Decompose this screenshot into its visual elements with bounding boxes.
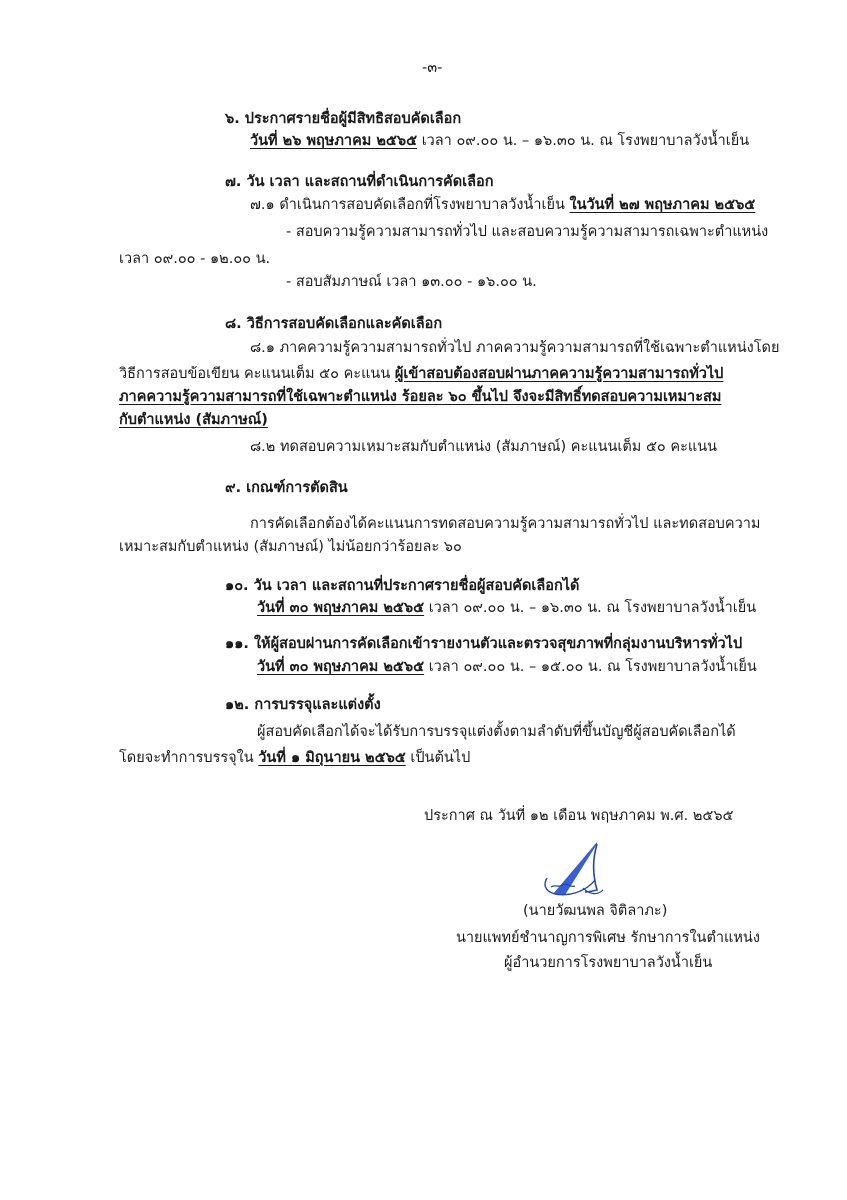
announcement-date: ประกาศ ณ วันที่ ๑๒ เดือน พฤษภาคม พ.ศ. ๒๕๖๕ <box>424 808 734 824</box>
section-7-item-1-date: ในวันที่ ๒๗ พฤษภาคม ๒๕๖๕ <box>569 197 756 213</box>
signer-name: (นายวัฒนพล จิติลาภะ) <box>523 903 668 919</box>
section-8-item-1-bold: ผู้เข้าสอบต้องสอบผ่านภาคความรู้ความสามารถทั่วไป <box>394 366 724 382</box>
section-6-schedule <box>250 131 749 151</box>
signer-title-1: นายแพทย์ชำนาญการพิเศษ รักษาการในตำแหน่ง <box>456 930 760 946</box>
section-11-heading: ๑๑. ให้ผู้สอบผ่านการคัดเลือกเข้ารายงานตัวและตรวจสุขภาพที่กลุ่มงานบริหารทั่วไป <box>225 636 743 652</box>
section-8-item-1-line-2 <box>119 364 723 384</box>
section-7-bullet-2: - สอบสัมภาษณ์ เวลา ๑๓.๐๐ - ๑๖.๐๐ น. <box>286 274 537 290</box>
section-12-line-2 <box>119 748 470 768</box>
signer-title-2: ผู้อำนวยการโรงพยาบาลวังน้ำเย็น <box>504 955 713 971</box>
section-7-item-1-text: ๗.๑ ดำเนินการสอบคัดเลือกที่โรงพยาบาลวังน้ำเย็น <box>250 197 570 213</box>
section-10-date: วันที่ ๓๐ พฤษภาคม ๒๕๖๕ <box>257 600 425 616</box>
section-10-heading: ๑๐. วัน เวลา และสถานที่ประกาศรายชื่อผู้สอบคัดเลือกได้ <box>225 578 580 594</box>
section-8-item-2: ๘.๒ ทดสอบความเหมาะสมกับตำแหน่ง (สัมภาษณ์) คะแนนเต็ม ๕๐ คะแนน <box>250 439 718 455</box>
section-12-post: เป็นต้นไป <box>405 750 471 766</box>
signature-icon <box>535 838 605 904</box>
section-8-item-1-line-4: กับตำแหน่ง (สัมภาษณ์) <box>119 412 268 428</box>
section-10-schedule <box>257 598 756 618</box>
section-6-rest: เวลา ๐๙.๐๐ น. – ๑๖.๓๐ น. ณ โรงพยาบาลวังน้ำเย็น <box>417 133 750 149</box>
section-7-bullet-1-cont: เวลา ๐๙.๐๐ - ๑๒.๐๐ น. <box>119 251 271 267</box>
section-9-line-2: เหมาะสมกับตำแหน่ง (สัมภาษณ์) ไม่น้อยกว่าร้อยละ ๖๐ <box>119 539 462 555</box>
section-11-rest: เวลา ๐๙.๐๐ น. – ๑๕.๐๐ น. ณ โรงพยาบาลวังน้ำเย็น <box>424 659 757 675</box>
section-12-heading: ๑๒. การบรรจุและแต่งตั้ง <box>225 697 381 713</box>
section-9-heading: ๙. เกณฑ์การตัดสิน <box>225 480 348 496</box>
section-6-heading: ๖. ประกาศรายชื่อผู้มีสิทธิสอบคัดเลือก <box>225 111 462 127</box>
section-8-heading: ๘. วิธีการสอบคัดเลือกและคัดเลือก <box>225 316 443 332</box>
section-8-item-1-line-3: ภาคความรู้ความสามารถที่ใช้เฉพาะตำแหน่ง ร้อยละ ๖๐ ขึ้นไป จึงจะมีสิทธิ์ทดสอบความเหมาะสม <box>119 389 722 405</box>
section-9-line-1: การคัดเลือกต้องได้คะแนนการทดสอบความรู้ความสามารถทั่วไป และทดสอบความ <box>250 516 761 532</box>
section-7-item-1 <box>250 195 755 215</box>
section-10-rest: เวลา ๐๙.๐๐ น. – ๑๖.๓๐ น. ณ โรงพยาบาลวังน้ำเย็น <box>424 600 757 616</box>
section-12-date: วันที่ ๑ มิถุนายน ๒๕๖๕ <box>258 750 406 766</box>
section-7-heading: ๗. วัน เวลา และสถานที่ดำเนินการคัดเลือก <box>225 174 494 190</box>
section-11-date: วันที่ ๓๐ พฤษภาคม ๒๕๖๕ <box>257 659 425 675</box>
section-7-bullet-1: - สอบความรู้ความสามารถทั่วไป และสอบความรู้ความสามารถเฉพาะตำแหน่ง <box>286 224 769 240</box>
section-11-schedule <box>257 657 757 677</box>
section-8-item-1-plain: วิธีการสอบข้อเขียน คะแนนเต็ม ๕๐ คะแนน <box>119 366 395 382</box>
page-number: -๓- <box>422 60 443 76</box>
section-12-line-1: ผู้สอบคัดเลือกได้จะได้รับการบรรจุแต่งตั้งตามลำดับที่ขึ้นบัญชีผู้สอบคัดเลือกได้ <box>257 724 736 740</box>
section-12-pre: โดยจะทำการบรรจุใน <box>119 750 259 766</box>
section-6-date: วันที่ ๒๖ พฤษภาคม ๒๕๖๕ <box>250 133 418 149</box>
section-8-item-1-line-1: ๘.๑ ภาคความรู้ความสามารถทั่วไป ภาคความรู้ความสามารถที่ใช้เฉพาะตำแหน่งโดย <box>250 340 780 356</box>
